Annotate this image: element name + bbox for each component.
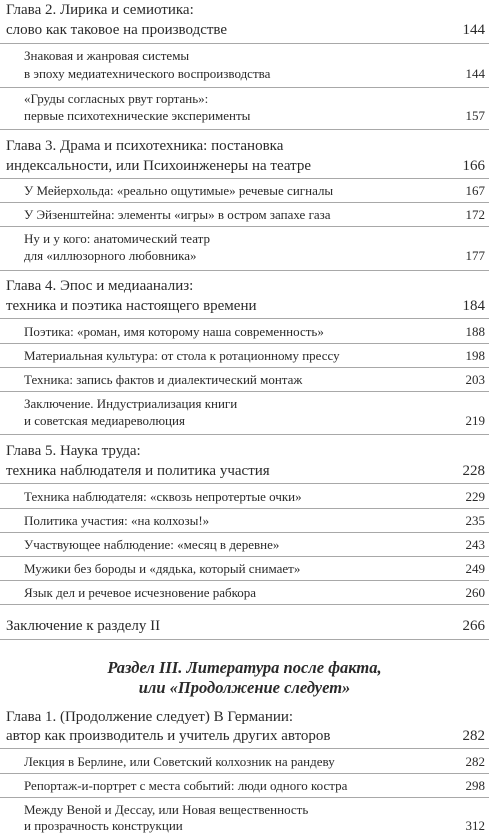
entry-title: Знаковая и жанровая системы (24, 48, 190, 63)
entry-title: и советская медиареволюция (24, 413, 185, 428)
chapter-title: Заключение к разделу II (6, 618, 161, 634)
section-title: или «Продолжение следует» (138, 678, 351, 697)
entry-title: У Эйзенштейна: элементы «игры» в остром запахе газа (24, 207, 331, 222)
divider (0, 532, 489, 533)
divider (0, 556, 489, 557)
page-number: 260 (465, 585, 485, 600)
entry-title: и прозрачность конструкции (24, 818, 183, 833)
entry-title: Язык дел и речевое исчезновение рабкора (24, 585, 257, 600)
page-number: 282 (465, 754, 485, 769)
chapter-title: Глава 1. (Продолжение следует) В Германии: (6, 709, 294, 725)
page-number: 243 (465, 537, 485, 552)
divider (0, 508, 489, 509)
page-number: 144 (462, 22, 485, 38)
divider (0, 43, 489, 44)
chapter-title: Глава 2. Лирика и семиотика: (6, 2, 194, 18)
entry-title: Участвующее наблюдение: «месяц в деревне» (24, 537, 280, 552)
divider (0, 773, 489, 774)
divider (0, 318, 489, 319)
page-number: 298 (465, 778, 485, 793)
divider (0, 270, 489, 271)
divider (0, 367, 489, 368)
page-number: 166 (462, 158, 485, 174)
entry-title: Техника: запись фактов и диалектический монтаж (24, 372, 303, 387)
page-number: 282 (462, 728, 485, 744)
page-number: 235 (465, 513, 485, 528)
page-number: 184 (462, 298, 485, 314)
page-number: 188 (465, 324, 485, 339)
entry-title: Поэтика: «роман, имя которому наша современность» (24, 324, 324, 339)
chapter-title: Глава 3. Драма и психотехника: постановка (6, 138, 284, 154)
page-number: 144 (465, 66, 485, 81)
divider (0, 580, 489, 581)
page-number: 198 (465, 348, 485, 363)
divider (0, 604, 489, 605)
entry-title: У Мейерхольда: «реально ощутимые» речевые сигналы (24, 183, 334, 198)
page-number: 249 (465, 561, 485, 576)
entry-title: Мужики без бороды и «дядька, который снимает» (24, 561, 301, 576)
entry-title: Репортаж-и-портрет с места событий: люди одного костра (24, 778, 348, 793)
entry-title: Политика участия: «на колхозы!» (24, 513, 210, 528)
chapter-title: техника и поэтика настоящего времени (6, 298, 257, 314)
section-title: Раздел III. Литература после факта, (107, 658, 382, 677)
chapter-title: автор как производитель и учитель других авторов (6, 728, 331, 744)
chapter-title: Глава 4. Эпос и медиаанализ: (6, 278, 194, 294)
divider (0, 178, 489, 179)
divider (0, 483, 489, 484)
entry-title: Лекция в Берлине, или Советский колхозник на рандеву (24, 754, 335, 769)
page-number: 203 (465, 372, 485, 387)
page-number: 266 (462, 618, 485, 634)
entry-title: для «иллюзорного любовника» (24, 248, 197, 263)
page-number: 172 (465, 207, 485, 222)
divider (0, 343, 489, 344)
page-number: 229 (465, 489, 485, 504)
divider (0, 639, 489, 640)
entry-title: первые психотехнические эксперименты (24, 108, 251, 123)
divider (0, 391, 489, 392)
entry-title: Между Веной и Дессау, или Новая вещественность (24, 802, 309, 817)
page-number: 167 (465, 183, 485, 198)
divider (0, 87, 489, 88)
divider (0, 226, 489, 227)
page-number: 228 (462, 463, 485, 479)
page-number: 157 (465, 108, 485, 123)
divider (0, 129, 489, 130)
divider (0, 202, 489, 203)
entry-title: в эпоху медиатехнического воспроизводства (24, 66, 271, 81)
page-number: 177 (465, 248, 485, 263)
entry-title: Заключение. Индустриализация книги (24, 396, 238, 411)
divider (0, 797, 489, 798)
divider (0, 748, 489, 749)
chapter-title: слово как таковое на производстве (6, 22, 228, 38)
chapter-title: техника наблюдателя и политика участия (6, 463, 270, 479)
chapter-title: Глава 5. Наука труда: (6, 443, 141, 459)
entry-title: Ну и у кого: анатомический театр (24, 231, 210, 246)
page-number: 219 (465, 413, 485, 428)
divider (0, 434, 489, 435)
page-number: 312 (465, 818, 485, 833)
entry-title: Техника наблюдателя: «сквозь непротертые очки» (24, 489, 302, 504)
entry-title: «Груды согласных рвут гортань»: (24, 91, 209, 106)
entry-title: Материальная культура: от стола к ротационному прессу (24, 348, 340, 363)
chapter-title: индексальности, или Психоинженеры на театре (6, 158, 311, 174)
